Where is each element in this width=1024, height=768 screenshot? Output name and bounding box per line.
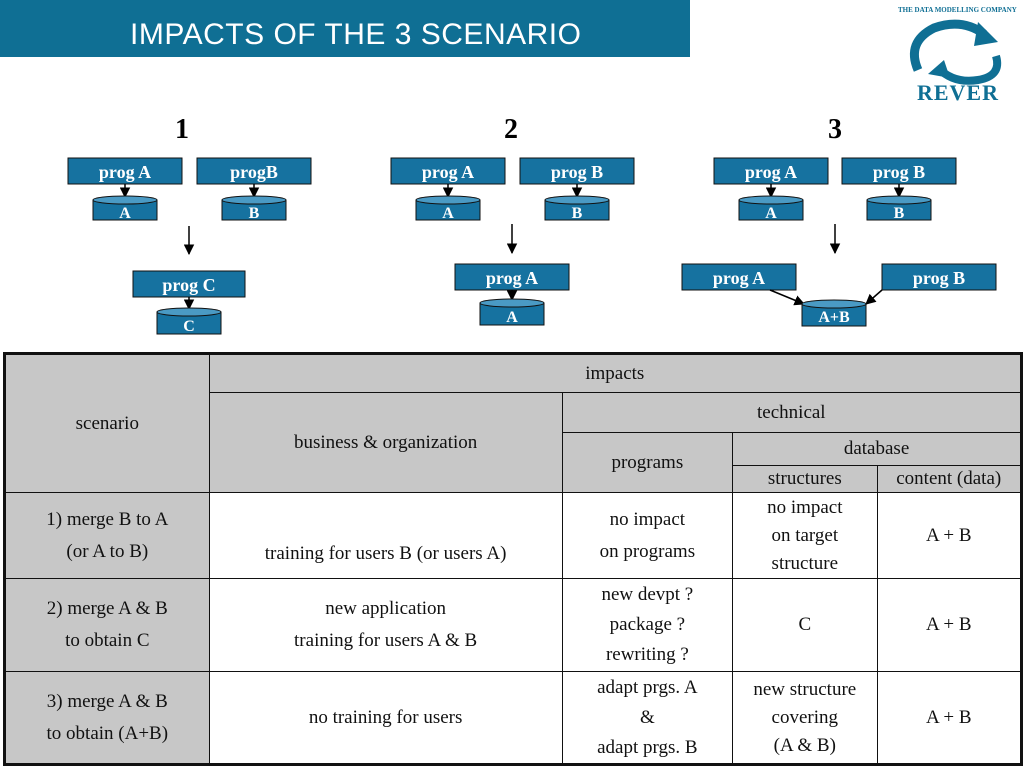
header-scenario: scenario [5, 354, 210, 493]
db-label: B [248, 205, 260, 222]
db-label: A [119, 205, 131, 222]
prog-label: prog B [550, 162, 604, 182]
db-label: A [506, 309, 518, 326]
scenario-2 [391, 114, 634, 326]
scenario-cell: 1) merge B to A (or A to B) [5, 493, 210, 579]
db-label: A+B [818, 309, 850, 326]
prog-label: prog A [98, 162, 152, 182]
content-cell: A + B [877, 493, 1022, 579]
database-cylinder [93, 196, 157, 222]
scenario-number: 2 [504, 114, 518, 145]
scenario-3 [682, 114, 996, 326]
header-database: database [733, 433, 1022, 466]
prog-label: prog A [712, 268, 766, 288]
prog-label: progB [230, 162, 278, 182]
db-label: B [571, 205, 583, 222]
business-cell: new application training for users A & B [209, 579, 562, 672]
programs-cell: new devpt ? package ? rewriting ? [562, 579, 732, 672]
table-row [5, 672, 1022, 765]
prog-label: prog C [162, 275, 216, 295]
table-row [5, 579, 1022, 672]
database-cylinder [867, 196, 931, 222]
business-cell: training for users B (or users A) [209, 493, 562, 579]
structures-cell: new structure covering (A & B) [733, 672, 877, 765]
db-label: C [183, 318, 195, 335]
prog-label: prog B [872, 162, 926, 182]
content-cell: A + B [877, 672, 1022, 765]
database-cylinder [545, 196, 609, 222]
prog-label: prog A [421, 162, 475, 182]
header-structures: structures [733, 466, 877, 493]
header-business: business & organization [209, 393, 562, 493]
db-label: B [893, 205, 905, 222]
logo-word: REVER [916, 80, 999, 105]
prog-label: prog B [912, 268, 966, 288]
scenario-cell: 3) merge A & B to obtain (A+B) [5, 672, 210, 765]
database-cylinder [480, 299, 544, 326]
page-title: IMPACTS OF THE 3 SCENARIO [130, 18, 582, 51]
database-cylinder [802, 300, 866, 326]
scenario-1 [68, 114, 311, 335]
impacts-table [3, 352, 1023, 766]
programs-cell: no impact on programs [562, 493, 732, 579]
structures-cell: C [733, 579, 877, 672]
db-label: A [765, 205, 777, 222]
header-content: content (data) [877, 466, 1022, 493]
content-cell: A + B [877, 579, 1022, 672]
db-label: A [442, 205, 454, 222]
database-cylinder [416, 196, 480, 222]
database-cylinder [739, 196, 803, 222]
logo-caption: THE DATA MODELLING COMPANY [898, 6, 1017, 14]
header-technical: technical [562, 393, 1021, 433]
programs-cell: adapt prgs. A & adapt prgs. B [562, 672, 732, 765]
scenario-number: 3 [828, 114, 842, 145]
database-cylinder [222, 196, 286, 222]
structures-cell: no impact on target structure [733, 493, 877, 579]
scenario-number: 1 [175, 114, 189, 145]
prog-label: prog A [744, 162, 798, 182]
prog-label: prog A [485, 268, 539, 288]
header-programs: programs [562, 433, 732, 493]
scenario-cell: 2) merge A & B to obtain C [5, 579, 210, 672]
database-cylinder [157, 308, 221, 335]
header-impacts: impacts [209, 354, 1021, 393]
scenario-diagram [0, 0, 1024, 350]
table-row [5, 493, 1022, 579]
business-cell: no training for users [209, 672, 562, 765]
